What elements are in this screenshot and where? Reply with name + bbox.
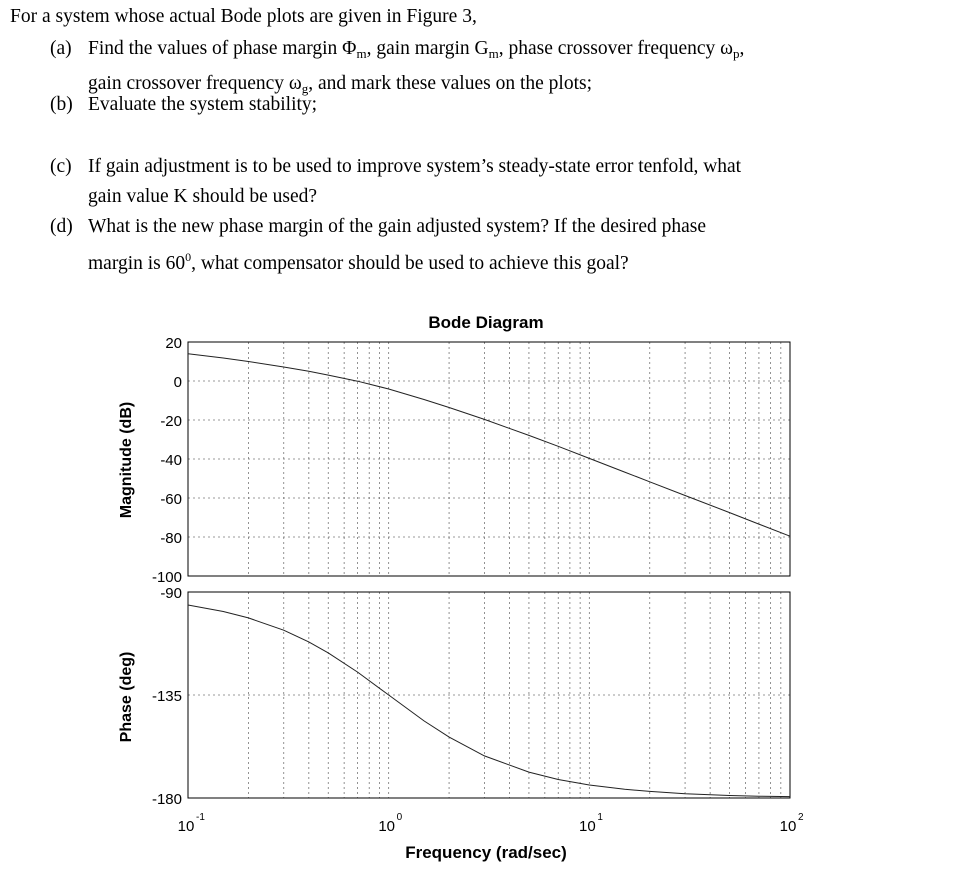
phase-y-axis-label: Phase (deg) — [118, 651, 135, 743]
phase-grid — [188, 592, 790, 798]
question-d-text — [88, 212, 706, 279]
question-d-l2-pre: margin is 60 — [88, 253, 186, 274]
question-b-label: (b) — [50, 94, 73, 115]
frequency-tick-exponent: 0 — [396, 812, 403, 823]
question-c-line2: gain value K should be used? — [88, 186, 318, 207]
question-a-l2-sub: g — [301, 81, 309, 96]
problem-intro: For a system whose actual Bode plots are given in Figure 3, — [10, 6, 477, 27]
question-a-l1-mid: , gain margin G — [366, 38, 489, 59]
question-d-line2 — [88, 242, 706, 279]
question-d-l2-post: , what compensator should be used to achieve this goal? — [191, 253, 629, 274]
frequency-tick-exponent: -1 — [196, 812, 205, 823]
question-b-text: Evaluate the system stability; — [88, 94, 318, 115]
magnitude-tick-label: 0 — [173, 374, 182, 391]
question-a-l1-sub3: p — [733, 46, 740, 61]
frequency-tick-labels — [178, 812, 804, 835]
magnitude-tick-label: 20 — [165, 335, 182, 352]
frequency-tick-base: 10 — [578, 818, 596, 835]
question-d-label: (d) — [50, 216, 73, 237]
chart-title: Bode Diagram — [428, 313, 544, 332]
question-a-label: (a) — [50, 38, 72, 59]
frequency-tick-label — [178, 812, 206, 835]
frequency-tick-exponent: 2 — [798, 812, 804, 823]
magnitude-tick-label: -100 — [151, 569, 182, 586]
frequency-tick-base: 10 — [378, 818, 396, 835]
question-c-label: (c) — [50, 156, 72, 177]
x-axis-label: Frequency (rad/sec) — [405, 843, 567, 862]
question-a-l2-post: , and mark these values on the plots; — [308, 73, 592, 94]
question-a-l1-end: , — [739, 38, 745, 59]
question-a-l2-pre: gain crossover frequency ω — [88, 73, 302, 94]
question-a-l1-sub1: m — [356, 46, 367, 61]
phase-tick-label: -90 — [160, 585, 182, 602]
question-c-line1: If gain adjustment is to be used to improve system’s steady-state error tenfold, what — [88, 156, 742, 177]
question-d-l2-sup: 0 — [185, 250, 192, 264]
frequency-tick-label — [579, 812, 603, 835]
frequency-tick-label — [780, 812, 804, 835]
phase-curve — [188, 605, 790, 797]
magnitude-y-axis-label: Magnitude (dB) — [118, 401, 135, 519]
question-c-text — [88, 152, 741, 212]
phase-tick-labels — [152, 585, 182, 808]
question-a-l1-pre: Find the values of phase margin Φ — [88, 38, 357, 59]
magnitude-grid — [188, 342, 790, 576]
magnitude-tick-labels — [152, 335, 182, 586]
frequency-tick-label — [378, 812, 402, 835]
magnitude-tick-label: -20 — [160, 413, 182, 430]
question-a-line1 — [88, 34, 744, 69]
phase-tick-label: -180 — [151, 791, 182, 808]
question-a-l1-post: , phase crossover frequency ω — [498, 38, 734, 59]
question-d-line1: What is the new phase margin of the gain adjusted system? If the desired phase — [88, 216, 707, 237]
magnitude-tick-label: -80 — [160, 530, 182, 547]
magnitude-tick-label: -40 — [160, 452, 182, 469]
magnitude-tick-label: -60 — [160, 491, 182, 508]
phase-tick-label: -135 — [151, 688, 182, 705]
question-a-l1-sub2: m — [488, 46, 499, 61]
frequency-tick-base: 10 — [779, 818, 797, 835]
bode-figure — [0, 300, 966, 890]
frequency-tick-base: 10 — [177, 818, 195, 835]
frequency-tick-exponent: 1 — [597, 812, 603, 823]
